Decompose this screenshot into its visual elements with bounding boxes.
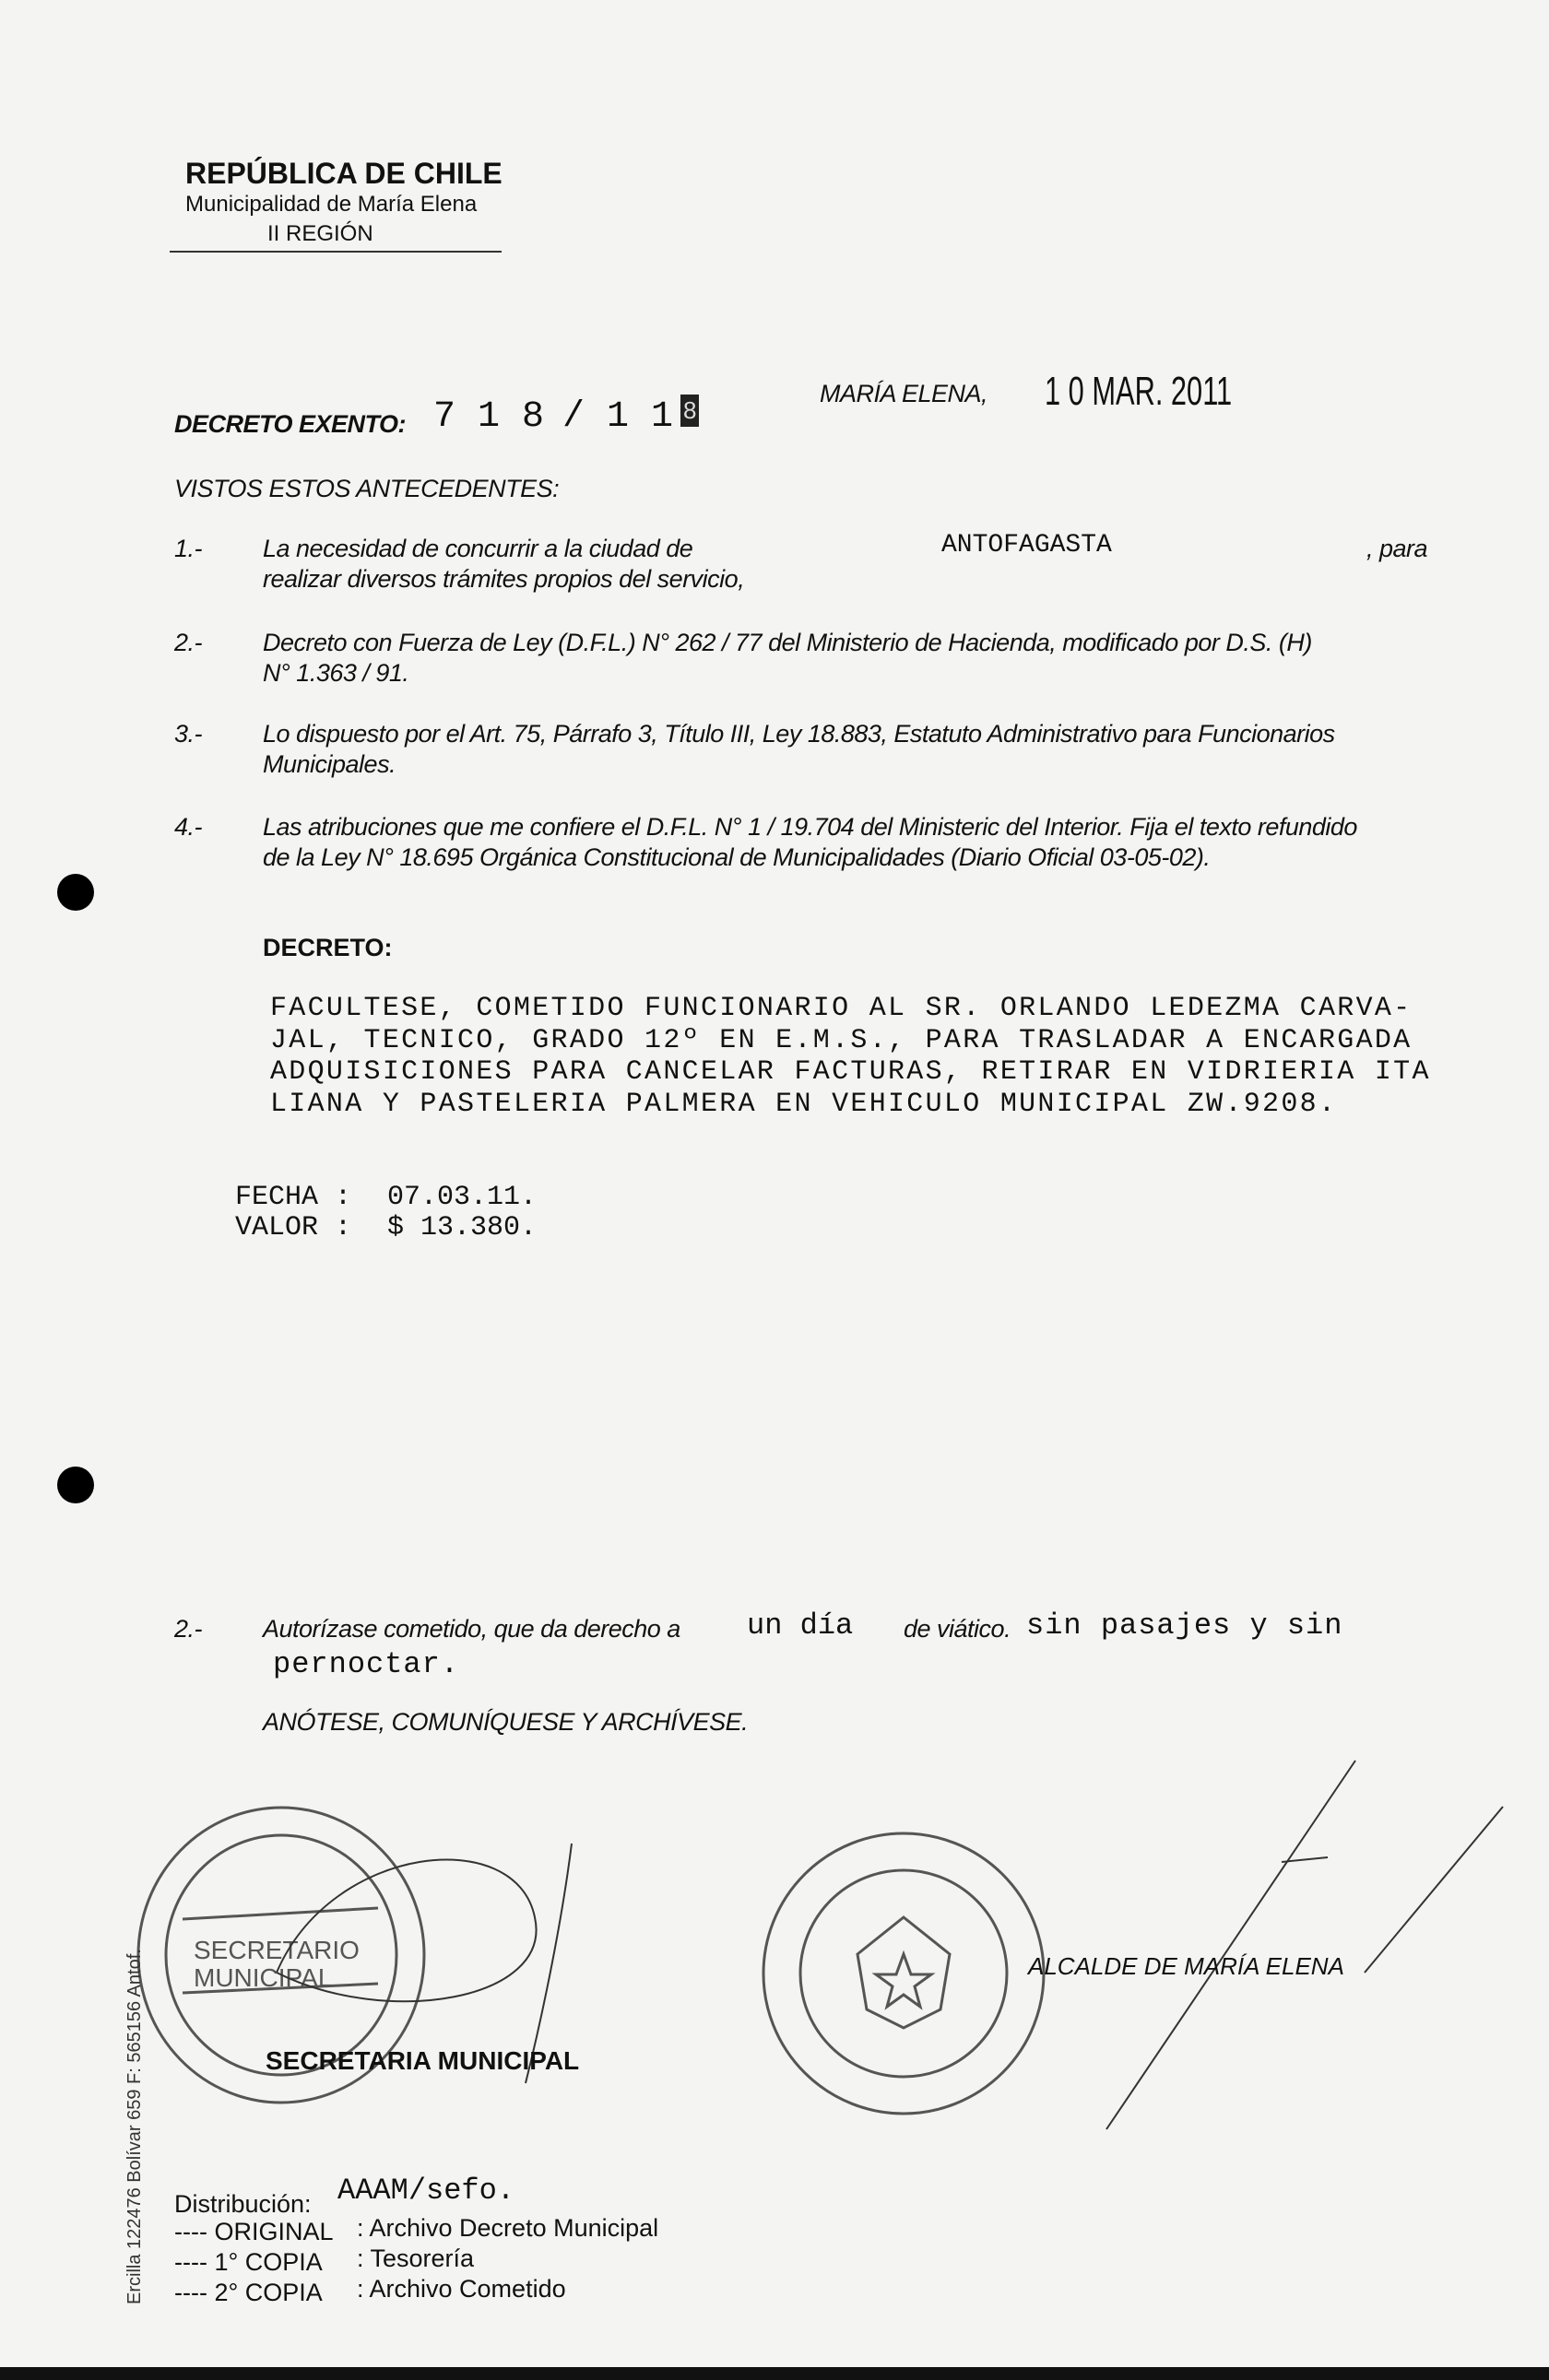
decree-date: 1 0 MAR. 2011 <box>1045 369 1233 414</box>
item-2-line2: N° 1.363 / 91. <box>263 659 409 687</box>
printer-imprint: Ercilla 122476 Bolívar 659 F: 565156 Antof. <box>124 1949 145 2304</box>
country-title: REPÚBLICA DE CHILE <box>185 157 503 190</box>
item-2-num: 2.- <box>174 629 203 656</box>
fecha-label: FECHA : <box>235 1182 352 1213</box>
decreto-body-line: FACULTESE, COMETIDO FUNCIONARIO AL SR. ORLANDO LEDEZMA CARVA- <box>270 993 1413 1024</box>
decreto-title: DECRETO: <box>263 934 393 961</box>
decreto-body-line: JAL, TECNICO, GRADO 12º EN E.M.S., PARA TRASLADAR A ENCARGADA <box>270 1025 1413 1056</box>
item-1-line2: realizar diversos trámites propios del servicio, <box>263 565 745 593</box>
item-4-num: 4.- <box>174 813 203 841</box>
distribution-dest: : Tesorería <box>357 2245 475 2272</box>
closing-text: ANÓTESE, COMUNÍQUESE Y ARCHÍVESE. <box>263 1708 749 1736</box>
decree-year: / 1 1 <box>562 396 674 438</box>
vistos-title: VISTOS ESTOS ANTECEDENTES: <box>174 475 560 502</box>
distribution-initials: AAAM/sefo. <box>337 2174 515 2208</box>
item-4-line1: Las atribuciones que me confiere el D.F.L. N° 1 / 19.704 del Ministeric del Interior. Fija el texto refundido <box>263 813 1357 841</box>
mayor-signature-label: ALCALDE DE MARÍA ELENA <box>1028 1952 1344 1980</box>
distribution-copy: ---- ORIGINAL <box>174 2218 334 2245</box>
item-1-line1: La necesidad de concurrir a la ciudad de <box>263 535 693 562</box>
item2-num: 2.- <box>174 1615 203 1643</box>
header-divider <box>170 251 502 253</box>
punch-hole <box>57 1467 94 1503</box>
item-1-suffix: , para <box>1366 535 1428 562</box>
distribution-copy: ---- 1° COPIA <box>174 2248 323 2276</box>
decreto-body-line: LIANA Y PASTELERIA PALMERA EN VEHICULO MUNICIPAL ZW.9208. <box>270 1089 1338 1120</box>
fecha-value: 07.03.11. <box>387 1182 538 1213</box>
secretary-signature-label: SECRETARIA MUNICIPAL <box>266 2046 580 2075</box>
item2-extra2: pernoctar. <box>273 1647 460 1681</box>
svg-text:SECRETARIO: SECRETARIO <box>194 1936 360 1964</box>
decree-number: 7 1 8 <box>433 396 545 438</box>
svg-text:MUNICIPAL: MUNICIPAL <box>194 1963 333 1992</box>
municipality-name: Municipalidad de María Elena <box>185 192 478 217</box>
item2-days: un día <box>747 1608 854 1643</box>
place-label: MARÍA ELENA, <box>820 380 988 407</box>
item-3-line2: Municipales. <box>263 750 396 778</box>
distribution-dest: : Archivo Cometido <box>357 2275 566 2303</box>
valor-label: VALOR : <box>235 1212 352 1243</box>
punch-hole <box>57 874 94 911</box>
mayor-seal <box>763 1833 1044 2114</box>
decree-label: DECRETO EXENTO: <box>174 410 407 438</box>
item2-text1: Autorízase cometido, que da derecho a <box>263 1615 680 1643</box>
distribution-dest: : Archivo Decreto Municipal <box>357 2214 659 2242</box>
item-1-num: 1.- <box>174 535 203 562</box>
distribution-copy: ---- 2° COPIA <box>174 2279 323 2306</box>
distribution-label: Distribución: <box>174 2190 312 2218</box>
item2-text2: de viático. <box>904 1615 1011 1643</box>
region-name: II REGIÓN <box>267 221 373 246</box>
item-1-city: ANTOFAGASTA <box>941 531 1112 560</box>
item2-extra: sin pasajes y sin <box>1026 1608 1343 1643</box>
valor-value: $ 13.380. <box>387 1212 538 1243</box>
item-3-line1: Lo dispuesto por el Art. 75, Párrafo 3, Título III, Ley 18.883, Estatuto Administrativo para Funcionarios <box>263 720 1335 748</box>
decree-stamp-digit: 8 <box>680 395 699 427</box>
decreto-body-line: ADQUISICIONES PARA CANCELAR FACTURAS, RETIRAR EN VIDRIERIA ITA <box>270 1056 1431 1088</box>
item-2-line1: Decreto con Fuerza de Ley (D.F.L.) N° 262 / 77 del Ministerio de Hacienda, modificado por D.S. (H) <box>263 629 1312 656</box>
item-4-line2: de la Ley N° 18.695 Orgánica Constitucional de Municipalidades (Diario Oficial 03-05-02). <box>263 843 1211 871</box>
item-3-num: 3.- <box>174 720 203 748</box>
bottom-scan-edge <box>0 2367 1549 2380</box>
